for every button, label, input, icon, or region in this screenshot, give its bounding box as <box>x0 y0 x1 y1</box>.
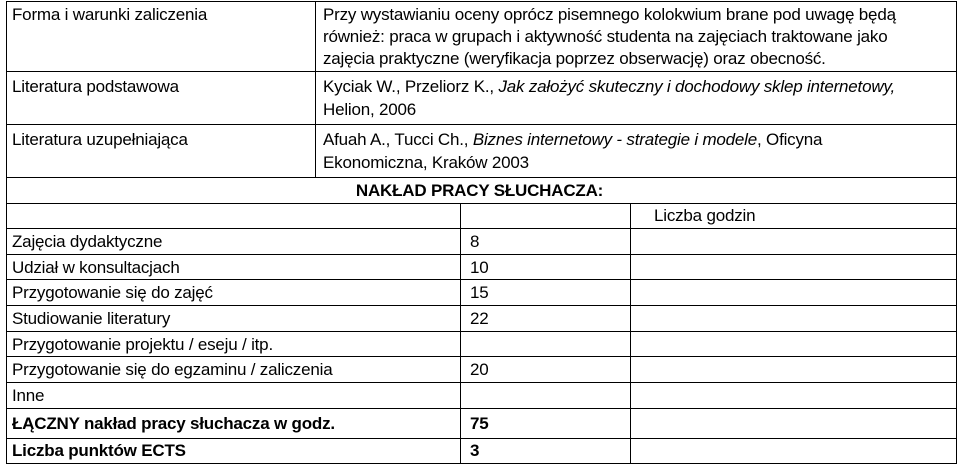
assessment-text-line: zajęcia praktyczne (weryfikacja poprzez obserwację) oraz obecność. <box>323 49 826 68</box>
table-border-bottom <box>6 463 957 464</box>
heading-divider <box>6 203 957 204</box>
label-assessment-form: Forma i warunki zaliczenia <box>12 5 208 24</box>
basic-literature-entry <box>323 76 895 97</box>
row-divider <box>6 254 957 255</box>
row-divider <box>6 438 957 439</box>
label-column-divider <box>315 1 316 177</box>
row-divider <box>6 177 957 178</box>
row-divider <box>6 408 957 409</box>
row-divider <box>6 279 957 280</box>
basic-literature-publisher: Helion, 2006 <box>323 100 417 119</box>
workload-row-hours: 20 <box>470 360 489 379</box>
workload-row-label: Udział w konsultacjach <box>12 258 180 277</box>
row-divider <box>6 305 957 306</box>
total-workload-hours: 75 <box>470 414 489 433</box>
supplementary-literature-publisher-start: , Oficyna <box>757 130 823 149</box>
table-border-left <box>6 1 7 464</box>
ects-points-label: Liczba punktów ECTS <box>12 441 186 460</box>
workload-row-hours: 15 <box>470 283 489 302</box>
row-divider <box>6 331 957 332</box>
workload-row-label: Przygotowanie się do zajęć <box>12 283 213 302</box>
supplementary-literature-entry <box>323 129 822 150</box>
hours-column-right-divider <box>630 203 631 464</box>
workload-row-hours: 10 <box>470 258 489 277</box>
ects-points-value: 3 <box>470 441 480 460</box>
workload-row-hours: 8 <box>470 232 480 251</box>
row-divider <box>6 382 957 383</box>
assessment-text-line: Przy wystawianiu oceny oprócz pisemnego kolokwium brane pod uwagę będą <box>323 5 896 24</box>
workload-row-label: Inne <box>12 386 45 405</box>
row-divider <box>6 71 957 72</box>
workload-row-hours: 22 <box>470 309 489 328</box>
workload-row-label: Przygotowanie się do egzaminu / zaliczenia <box>12 360 333 379</box>
total-workload-label: ŁĄCZNY nakład pracy słuchacza w godz. <box>12 414 335 433</box>
basic-literature-title: Jak założyć skuteczny i dochodowy sklep internetowy, <box>498 77 895 96</box>
workload-row-label: Przygotowanie projektu / eseju / itp. <box>12 335 273 354</box>
label-supplementary-literature: Literatura uzupełniająca <box>12 130 188 149</box>
supplementary-literature-title: Biznes internetowy - strategie i modele <box>472 130 757 149</box>
row-divider <box>6 124 957 125</box>
table-border-top <box>6 1 957 2</box>
supplementary-literature-publisher: Ekonomiczna, Kraków 2003 <box>323 153 529 172</box>
workload-row-label: Studiowanie literatury <box>12 309 171 328</box>
hours-column-header: Liczba godzin <box>654 206 756 225</box>
basic-literature-author: Kyciak W., Przeliorz K., <box>323 77 499 96</box>
row-divider <box>6 356 957 357</box>
supplementary-literature-author: Afuah A., Tucci Ch., <box>323 130 473 149</box>
row-divider <box>6 228 957 229</box>
workload-heading: NAKŁAD PRACY SŁUCHACZA: <box>355 181 604 200</box>
table-border-right <box>956 1 957 464</box>
workload-row-label: Zajęcia dydaktyczne <box>12 232 163 251</box>
label-basic-literature: Literatura podstawowa <box>12 77 179 96</box>
hours-column-left-divider <box>460 203 461 464</box>
assessment-text-line: również: praca w grupach i aktywność studenta na zajęciach traktowane jako <box>323 27 888 46</box>
